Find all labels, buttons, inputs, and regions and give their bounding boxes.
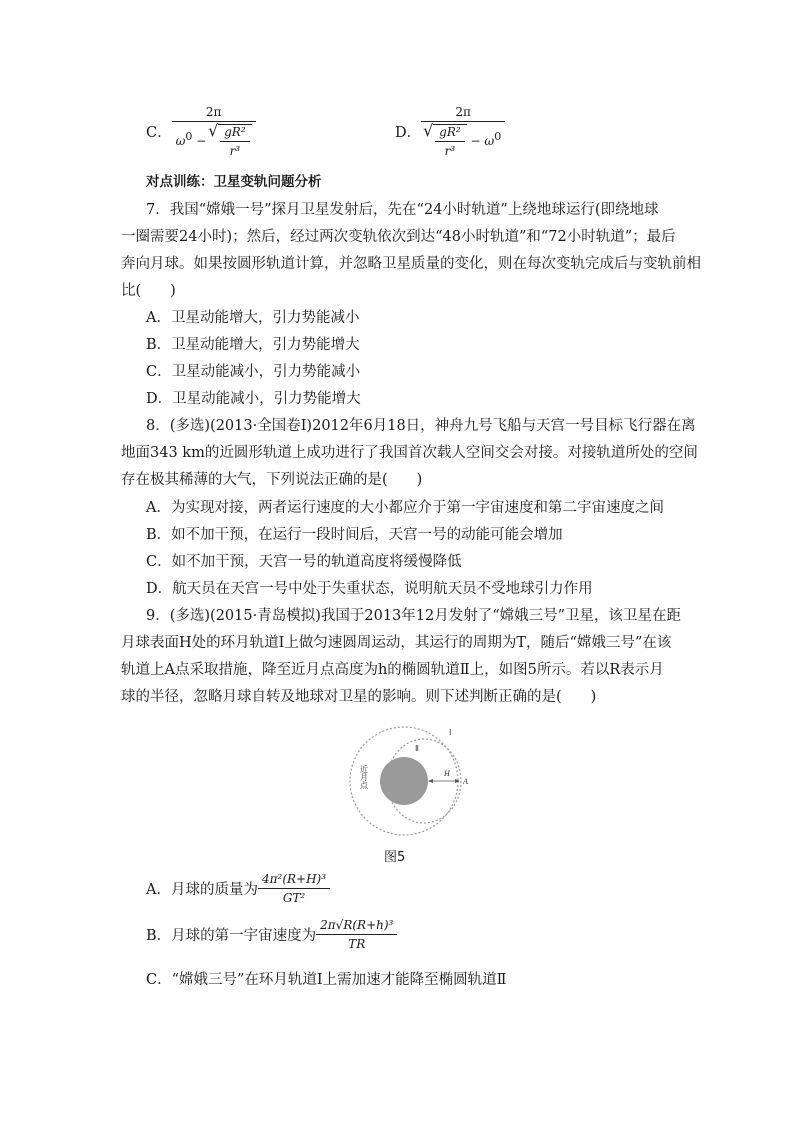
sqrt-expression: [218, 124, 252, 158]
q7-option-c: C．卫星动能减小，引力势能减小: [146, 364, 361, 380]
option-c-formula: [146, 98, 256, 164]
sqrt-denominator: r³: [229, 143, 241, 158]
omega-symbol: ω: [175, 133, 186, 148]
q9-option-b-fraction: [316, 918, 397, 951]
section-heading: 对点训练：卫星变轨问题分析: [146, 174, 322, 190]
omega-symbol: ω: [484, 133, 495, 148]
q8-option-d: D．航天员在天宫一号中处于失重状态，说明航天员不受地球引力作用: [146, 581, 593, 597]
label-orbit-2: Ⅱ: [415, 744, 419, 753]
q9-line-3: 轨道上A点采取措施，降至近月点高度为h的椭圆轨道Ⅱ上，如图5所示。若以R表示月: [121, 662, 664, 678]
sqrt-fraction: [435, 125, 465, 158]
q9-option-c: C．“嫦娥三号”在环月轨道Ⅰ上需加速才能降至椭圆轨道Ⅱ: [146, 972, 507, 988]
q9-option-b-text: B．月球的第一宇宙速度为: [146, 928, 317, 944]
q7-option-d: D．卫星动能减小，引力势能增大: [146, 391, 361, 407]
q8-option-b: B．如不加干预，在运行一段时间后，天宫一号的动能可能会增加: [146, 527, 563, 543]
option-c-fraction: [172, 105, 256, 158]
moon-disk: [380, 757, 428, 805]
figure-caption: 图5: [384, 850, 406, 865]
option-c-label: C．: [146, 124, 172, 141]
q9-option-a-text: A．月球的质量为: [146, 882, 258, 898]
q9-option-b-numerator: 2π√R(R+h)³: [316, 918, 397, 935]
q9-option-a-fraction: [258, 872, 330, 905]
q9-line-1: 9．(多选)(2015·青岛模拟)我国于2013年12月发射了“嫦娥三号”卫星，该卫星在距: [146, 608, 682, 624]
arrow-head-left-icon: [428, 779, 433, 783]
omega-subscript: 0: [494, 129, 502, 143]
label-H: H: [444, 769, 450, 778]
q9-option-b: [146, 918, 397, 951]
minus-sign: −: [470, 133, 481, 148]
q8-option-c: C．如不加干预，天宫一号的轨道高度将缓慢降低: [146, 554, 462, 570]
q8-line-2: 地面343 km的近圆形轨道上成功进行了我国首次载人空间交会对接。对接轨道所处的空间: [121, 445, 698, 461]
q9-option-a: [146, 872, 330, 905]
option-d-label: D．: [395, 124, 422, 141]
option-d-fraction: [421, 105, 505, 158]
q7-line-1: 7．我国“嫦娥一号”探月卫星发射后，先在“24小时轨道”上绕地球运行(即绕地球: [146, 202, 659, 218]
sqrt-fraction: [220, 125, 250, 158]
q7-line-2: 一圈需要24小时)；然后，经过两次变轨依次到达“48小时轨道”和“72小时轨道”；最后: [121, 229, 676, 245]
option-d-formula: [395, 98, 505, 164]
q7-option-a: A．卫星动能增大，引力势能减小: [146, 310, 360, 326]
option-d-denominator: [421, 122, 505, 158]
label-orbit-1: Ⅰ: [449, 728, 452, 737]
q9-line-4: 球的半径，忽略月球自转及地球对卫星的影响。则下述判断正确的是( ): [121, 689, 597, 705]
minus-sign: −: [196, 133, 207, 148]
label-A: A: [463, 777, 468, 786]
sqrt-numerator: √ gR²: [435, 125, 465, 142]
q8-line-3: 存在极其稀薄的大气，下列说法正确的是( ): [121, 472, 423, 488]
q7-option-b: B．卫星动能增大，引力势能增大: [146, 337, 360, 353]
sqrt-expression: [433, 124, 467, 158]
option-d-numerator: 2π: [421, 105, 505, 122]
q7-line-3: 奔向月球。如果按圆形轨道计算，并忽略卫星质量的变化，则在每次变轨完成后与变轨前相: [121, 256, 701, 272]
q9-option-a-denominator: GT²: [282, 891, 306, 905]
option-c-numerator: 2π: [172, 105, 256, 122]
orbit-diagram: [340, 722, 480, 840]
q7-line-4: 比( ): [121, 283, 176, 299]
q9-option-b-denominator: TR: [348, 937, 366, 951]
option-c-denominator: [172, 122, 256, 158]
label-near-moon-point: 近月点: [359, 765, 369, 789]
omega-subscript: 0: [185, 129, 193, 143]
q9-option-a-numerator: 4π²(R+H)³: [258, 872, 330, 889]
q8-line-1: 8．(多选)(2013·全国卷Ⅰ)2012年6月18日，神舟九号飞船与天宫一号目标飞行器在离: [146, 418, 696, 434]
sqrt-denominator: r³: [444, 143, 456, 158]
q9-line-2: 月球表面H处的环月轨道Ⅰ上做匀速圆周运动，其运行的周期为T，随后“嫦娥三号”在该: [121, 635, 672, 651]
sqrt-numerator: √ gR²: [220, 125, 250, 142]
q8-option-a: A．为实现对接，两者运行速度的大小都应介于第一宇宙速度和第二宇宙速度之间: [146, 500, 664, 516]
